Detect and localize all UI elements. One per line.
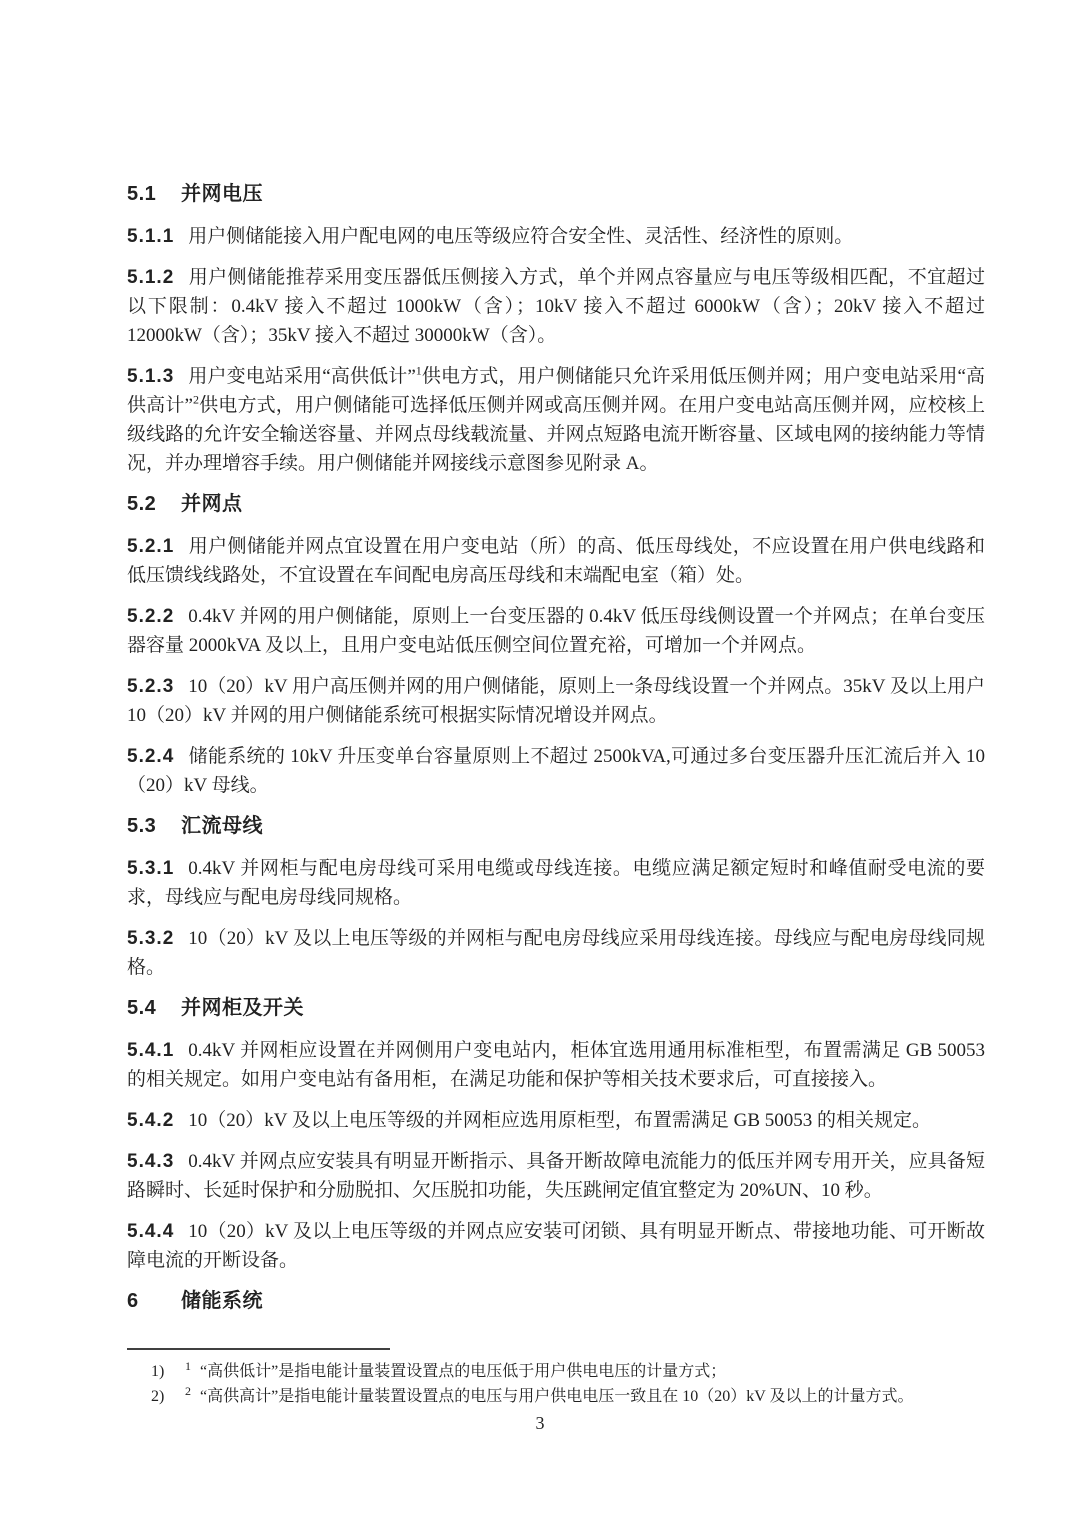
section-number: 5.2	[127, 493, 157, 515]
clause-number: 5.4.2	[127, 1110, 175, 1131]
footnote-text: “高供高计”是指电能计量装置设置点的电压与用户供电电压一致且在 10（20）kV 及以上的计量方式。	[200, 1388, 914, 1405]
clause-5-1-2	[127, 263, 985, 350]
clause-5-3-1	[127, 854, 985, 912]
clause-text: 储能系统的 10kV 升压变单台容量原则上不超过 2500kVA,可通过多台变压器升压汇流后并入 10（20）kV 母线。	[127, 746, 985, 796]
clause-5-1-3	[127, 362, 985, 478]
clause-text: 10（20）kV 及以上电压等级的并网柜与配电房母线应采用母线连接。母线应与配电房母线同规格。	[127, 928, 985, 978]
section-heading-5-3	[127, 812, 985, 840]
clause-5-4-3	[127, 1147, 985, 1205]
section-title: 并网柜及开关	[181, 997, 304, 1019]
footnote-separator	[127, 1348, 390, 1350]
clause-5-2-4	[127, 742, 985, 800]
section-number: 5.3	[127, 815, 157, 837]
footnote-ref-2: 2	[192, 392, 199, 407]
clause-number: 5.4.3	[127, 1151, 175, 1172]
footnote-superscript-2: 2	[185, 1383, 191, 1398]
footnote-1	[151, 1359, 985, 1384]
section-title: 汇流母线	[181, 815, 263, 837]
footnote-2	[151, 1384, 985, 1409]
clause-number: 5.4.1	[127, 1040, 175, 1061]
section-heading-5-4	[127, 994, 985, 1022]
section-heading-5-1	[127, 180, 985, 208]
clause-text: 10（20）kV 及以上电压等级的并网点应安装可闭锁、具有明显开断点、带接地功能、可开断故障电流的开断设备。	[127, 1221, 985, 1271]
clause-number: 5.3.1	[127, 858, 175, 879]
clause-text: 用户侧储能并网点宜设置在用户变电站（所）的高、低压母线处，不应设置在用户供电线路和低压馈线线路处，不宜设置在车间配电房高压母线和末端配电室（箱）处。	[127, 536, 985, 586]
page-footer	[0, 1348, 1080, 1434]
clause-5-4-2	[127, 1106, 985, 1135]
footnote-marker: 1)	[151, 1363, 165, 1380]
clause-number: 5.4.4	[127, 1221, 175, 1242]
clause-5-3-2	[127, 924, 985, 982]
clause-text: 0.4kV 并网柜应设置在并网侧用户变电站内，柜体宜选用通用标准柜型，布置需满足 GB 50053 的相关规定。如用户变电站有备用柜，在满足功能和保护等相关技术要求后，可直接接入。	[127, 1040, 985, 1090]
footnote-marker: 2)	[151, 1388, 165, 1405]
clause-5-2-2	[127, 602, 985, 660]
clause-text: 0.4kV 并网点应安装具有明显开断指示、具备开断故障电流能力的低压并网专用开关，应具备短路瞬时、长延时保护和分励脱扣、欠压脱扣功能，失压跳闸定值宜整定为 20%UN、10 秒。	[127, 1151, 985, 1201]
footnotes	[151, 1359, 985, 1409]
section-title: 储能系统	[181, 1290, 263, 1312]
clause-5-4-1	[127, 1036, 985, 1094]
clause-number: 5.1.3	[127, 366, 175, 387]
footnote-text: “高供低计”是指电能计量装置设置点的电压低于用户供电电压的计量方式；	[200, 1363, 727, 1380]
section-number: 6	[127, 1290, 139, 1312]
clause-number: 5.2.4	[127, 746, 175, 767]
page-number: 3	[535, 1413, 545, 1433]
section-title: 并网点	[181, 493, 243, 515]
clause-number: 5.2.2	[127, 606, 175, 627]
clause-5-2-1	[127, 532, 985, 590]
clause-text: 0.4kV 并网的用户侧储能，原则上一台变压器的 0.4kV 低压母线侧设置一个并网点；在单台变压器容量 2000kVA 及以上，且用户变电站低压侧空间位置充裕，可增加一个并网点。	[127, 606, 985, 656]
clause-number: 5.1.1	[127, 226, 175, 247]
clause-text: 10（20）kV 及以上电压等级的并网柜应选用原柜型，布置需满足 GB 50053 的相关规定。	[188, 1110, 932, 1131]
clause-5-1-1	[127, 222, 985, 251]
clause-text: 10（20）kV 用户高压侧并网的用户侧储能，原则上一条母线设置一个并网点。35kV 及以上用户 10（20）kV 并网的用户侧储能系统可根据实际情况增设并网点。	[127, 676, 985, 726]
clause-text: 用户侧储能接入用户配电网的电压等级应符合安全性、灵活性、经济性的原则。	[188, 226, 854, 247]
clause-text: 用户侧储能推荐采用变压器低压侧接入方式，单个并网点容量应与电压等级相匹配，不宜超过以下限制：0.4kV 接入不超过 1000kW（含）；10kV 接入不超过 6000kW（含）；20kV 接入不超过 12000kW（含）；35kV 接入不超过 30000kW（含）。	[127, 267, 985, 346]
clause-number: 5.2.3	[127, 676, 175, 697]
clause-number: 5.2.1	[127, 536, 175, 557]
clause-text: 供电方式，用户侧储能可选择低压侧并网或高压侧并网。在用户变电站高压侧并网，应校核上级线路的允许安全输送容量、并网点母线载流量、并网点短路电流开断容量、区域电网的接纳能力等情况，并办理增容手续。用户侧储能并网接线示意图参见附录 A。	[127, 395, 985, 474]
section-heading-6	[127, 1287, 985, 1315]
clause-5-2-3	[127, 672, 985, 730]
footnote-superscript-1: 1	[185, 1358, 191, 1373]
clause-text: 供电方式，用户侧储能只允许采用低压侧并网；用户变电站采用“高供高计”	[127, 366, 985, 416]
clause-number: 5.3.2	[127, 928, 175, 949]
section-title: 并网电压	[181, 183, 263, 205]
footnote-ref-1: 1	[415, 363, 422, 378]
section-number: 5.4	[127, 997, 157, 1019]
clause-number: 5.1.2	[127, 267, 175, 288]
section-number: 5.1	[127, 183, 157, 205]
document-body	[127, 180, 985, 1329]
section-heading-5-2	[127, 490, 985, 518]
clause-text: 0.4kV 并网柜与配电房母线可采用电缆或母线连接。电缆应满足额定短时和峰值耐受电流的要求，母线应与配电房母线同规格。	[127, 858, 985, 908]
clause-text: 用户变电站采用“高供低计”	[188, 366, 416, 387]
clause-5-4-4	[127, 1217, 985, 1275]
